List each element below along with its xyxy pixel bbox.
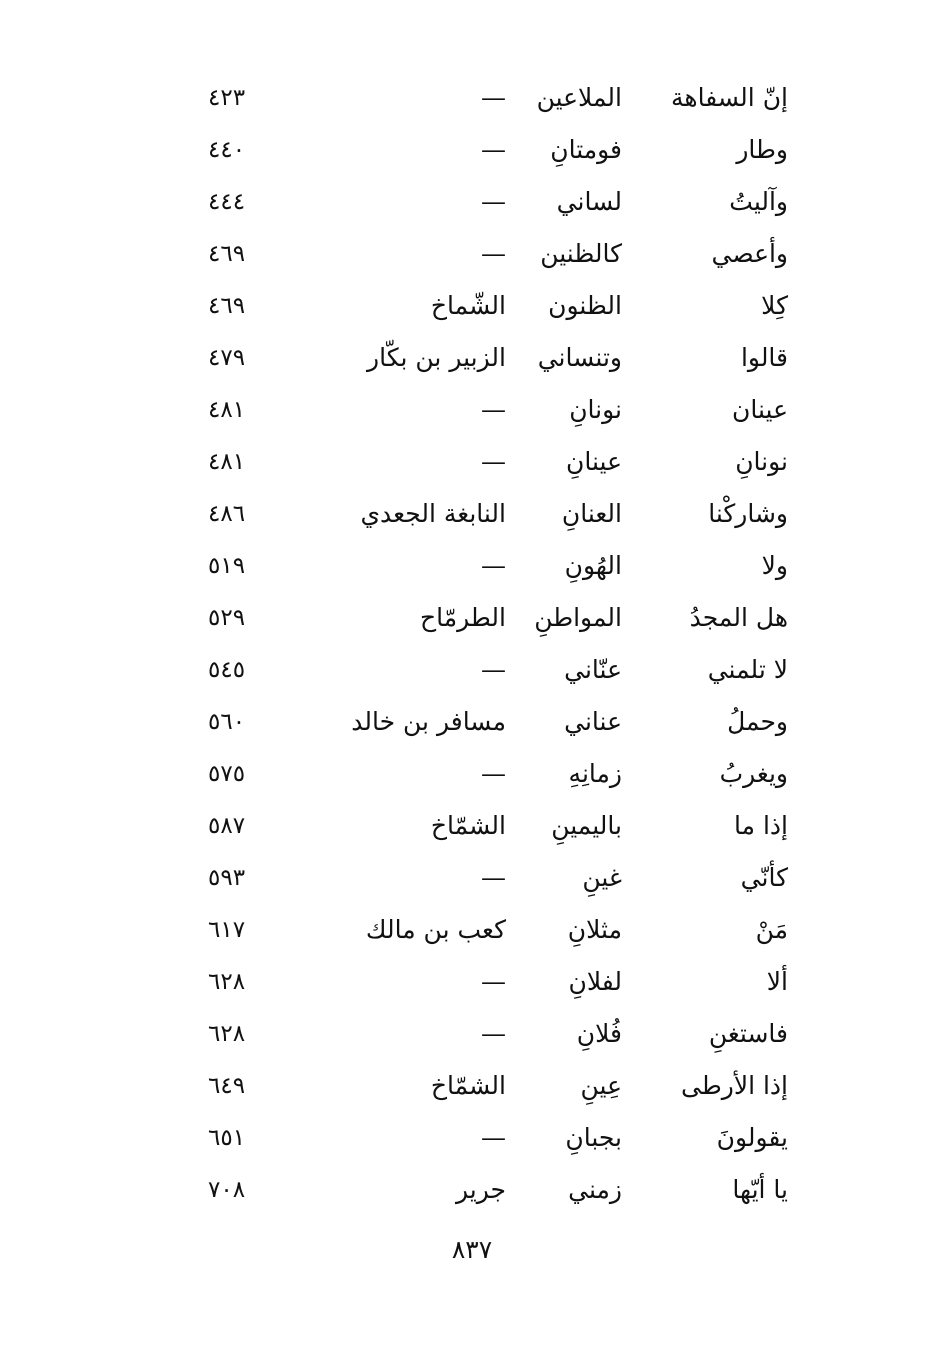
rhyme-word: الهُونِ bbox=[564, 551, 622, 580]
index-row bbox=[0, 436, 944, 488]
page-reference: ٤٢٣ bbox=[208, 85, 246, 111]
rhyme-word: العنانِ bbox=[561, 499, 622, 528]
index-row bbox=[0, 72, 944, 124]
poet-name: النابغة الجعدي bbox=[360, 499, 506, 528]
page-reference: ٧٠٨ bbox=[208, 1177, 246, 1203]
page-reference: ٥٦٠ bbox=[208, 709, 246, 735]
index-row bbox=[0, 1008, 944, 1060]
rhyme-word: لفلانِ bbox=[568, 967, 622, 996]
verse-opening: ولا bbox=[761, 551, 788, 580]
poet-name: الطرمّاح bbox=[419, 603, 506, 632]
rhyme-word: الملاعين bbox=[536, 83, 622, 112]
rhyme-word: فُلانِ bbox=[576, 1019, 622, 1048]
rhyme-word: زمني bbox=[568, 1175, 622, 1204]
index-row bbox=[0, 488, 944, 540]
rhyme-word: بجبانِ bbox=[565, 1123, 622, 1152]
rhyme-word: باليمينِ bbox=[551, 811, 622, 840]
verse-opening: لا تلمني bbox=[707, 655, 788, 684]
page-reference: ٤٨٦ bbox=[208, 501, 246, 527]
rhyme-word: لساني bbox=[556, 187, 622, 216]
page-reference: ٤٦٩ bbox=[208, 293, 246, 319]
verse-opening: عينان bbox=[732, 395, 788, 424]
rhyme-word: الظنون bbox=[548, 291, 622, 320]
poet-name: — bbox=[481, 239, 506, 268]
page-reference: ٥٢٩ bbox=[208, 605, 246, 631]
poet-name: — bbox=[481, 187, 506, 216]
rhyme-word: غينِ bbox=[582, 863, 622, 892]
rhyme-word: عنّاني bbox=[564, 655, 622, 684]
rhyme-word: عناني bbox=[564, 707, 622, 736]
poet-name: كعب بن مالك bbox=[365, 915, 506, 944]
index-row bbox=[0, 1060, 944, 1112]
poet-name: الزبير بن بكّار bbox=[367, 343, 506, 372]
rhyme-word: عينانِ bbox=[566, 447, 622, 476]
index-row bbox=[0, 280, 944, 332]
page-reference: ٤٦٩ bbox=[208, 241, 246, 267]
verse-opening: وآليتُ bbox=[729, 187, 788, 216]
verse-opening: مَنْ bbox=[755, 915, 788, 944]
rhyme-word: عِينِ bbox=[580, 1071, 622, 1100]
poet-name: — bbox=[481, 447, 506, 476]
index-row bbox=[0, 644, 944, 696]
verse-index-table bbox=[0, 72, 944, 1216]
page-reference: ٦٥١ bbox=[208, 1125, 246, 1151]
verse-opening: يا أيّها bbox=[732, 1175, 788, 1204]
rhyme-word: نونانِ bbox=[569, 395, 622, 424]
poet-name: — bbox=[481, 395, 506, 424]
poet-name: — bbox=[481, 759, 506, 788]
index-row bbox=[0, 228, 944, 280]
page-reference: ٦٤٩ bbox=[208, 1073, 246, 1099]
index-row bbox=[0, 176, 944, 228]
rhyme-word: كالظنين bbox=[540, 239, 622, 268]
poet-name: — bbox=[481, 551, 506, 580]
page-reference: ٦١٧ bbox=[208, 917, 246, 943]
verse-opening: وحملُ bbox=[727, 707, 788, 736]
page-reference: ٦٢٨ bbox=[208, 969, 246, 995]
verse-opening: يقولونَ bbox=[716, 1123, 788, 1152]
poet-name: الشمّاخ bbox=[430, 1071, 506, 1100]
page-reference: ٤٤٠ bbox=[208, 137, 246, 163]
verse-opening: إنّ السفاهة bbox=[671, 83, 788, 112]
index-row bbox=[0, 592, 944, 644]
verse-opening: نونانِ bbox=[735, 447, 788, 476]
page-reference: ٥٩٣ bbox=[208, 865, 246, 891]
verse-opening: إذا ما bbox=[734, 811, 788, 840]
page-reference: ٤٨١ bbox=[208, 397, 246, 423]
index-row bbox=[0, 1112, 944, 1164]
verse-opening: وطار bbox=[736, 135, 788, 164]
verse-opening: ويغربُ bbox=[719, 759, 788, 788]
verse-opening: إذا الأرطى bbox=[681, 1071, 788, 1100]
page-reference: ٤٧٩ bbox=[208, 345, 246, 371]
verse-opening: ألا bbox=[766, 967, 788, 996]
rhyme-word: وتنساني bbox=[537, 343, 622, 372]
poet-name: جرير bbox=[456, 1175, 506, 1204]
index-row bbox=[0, 956, 944, 1008]
verse-opening: وأعصي bbox=[711, 239, 788, 268]
index-row bbox=[0, 748, 944, 800]
verse-opening: هل المجدُ bbox=[689, 603, 788, 632]
poet-name: الشمّاخ bbox=[430, 811, 506, 840]
page-reference: ٥٤٥ bbox=[208, 657, 246, 683]
poet-name: مسافر بن خالد bbox=[351, 707, 506, 736]
index-row bbox=[0, 384, 944, 436]
index-row bbox=[0, 1164, 944, 1216]
poet-name: — bbox=[481, 83, 506, 112]
index-row bbox=[0, 696, 944, 748]
page-reference: ٦٢٨ bbox=[208, 1021, 246, 1047]
verse-opening: كِلا bbox=[761, 291, 788, 320]
page-reference: ٤٤٤ bbox=[208, 189, 246, 215]
page-number: ٨٣٧ bbox=[451, 1235, 493, 1264]
poet-name: — bbox=[481, 1123, 506, 1152]
verse-opening: قالوا bbox=[740, 343, 788, 372]
index-row bbox=[0, 904, 944, 956]
index-row bbox=[0, 852, 944, 904]
verse-opening: كأنّي bbox=[740, 863, 788, 892]
verse-opening: وشاركْنا bbox=[708, 499, 788, 528]
index-row bbox=[0, 800, 944, 852]
poet-name: — bbox=[481, 1019, 506, 1048]
rhyme-word: مثلانِ bbox=[567, 915, 622, 944]
page-reference: ٥٨٧ bbox=[208, 813, 246, 839]
verse-opening: فاستغنِ bbox=[708, 1019, 788, 1048]
page-reference: ٥٧٥ bbox=[208, 761, 246, 787]
rhyme-word: المواطنِ bbox=[534, 603, 622, 632]
rhyme-word: زمانِهِ bbox=[568, 759, 622, 788]
poet-name: — bbox=[481, 967, 506, 996]
rhyme-word: فومتانِ bbox=[550, 135, 622, 164]
index-row bbox=[0, 124, 944, 176]
index-row bbox=[0, 332, 944, 384]
page-reference: ٥١٩ bbox=[208, 553, 246, 579]
poet-name: — bbox=[481, 863, 506, 892]
page-reference: ٤٨١ bbox=[208, 449, 246, 475]
poet-name: — bbox=[481, 135, 506, 164]
poet-name: — bbox=[481, 655, 506, 684]
index-row bbox=[0, 540, 944, 592]
poet-name: الشّماخ bbox=[430, 291, 506, 320]
